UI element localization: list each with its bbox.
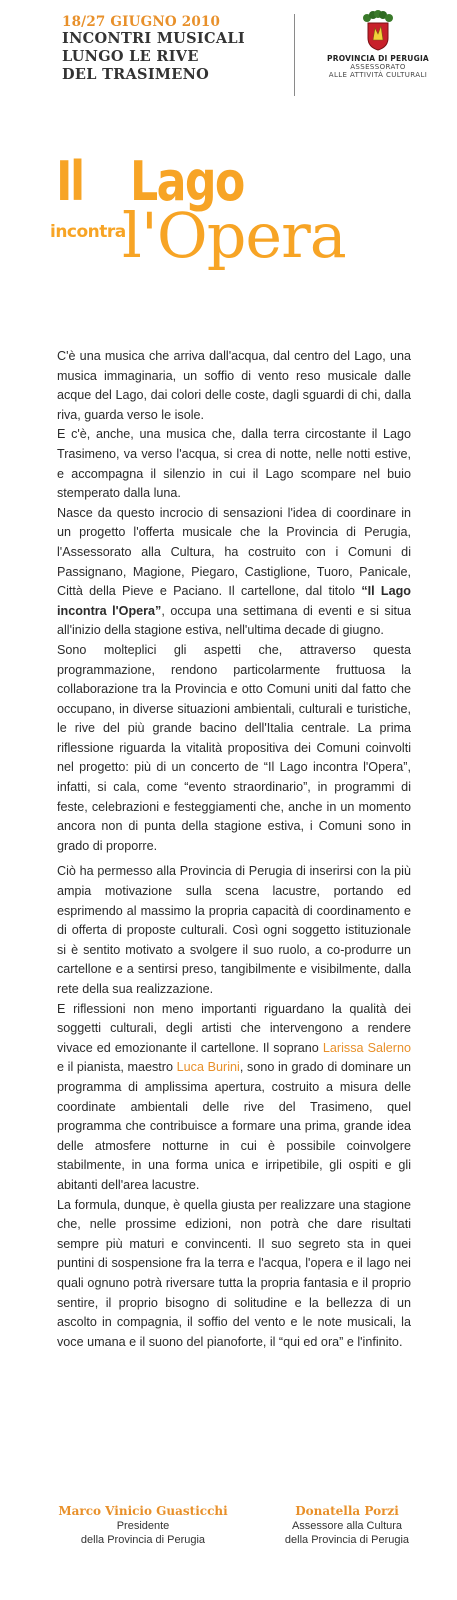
paragraph-1: C'è una musica che arriva dall'acqua, dal centro del Lago, una musica immaginaria, un soffio di vento reso musicale dalle acque del Lago, dai colori delle coste, dagli sguardi di chi, dalla riva, guarda verso le isole.: [57, 349, 411, 422]
soprano-name: Larissa Salerno: [322, 1040, 411, 1055]
header-line-2: LUNGO LE RIVE: [62, 48, 199, 65]
title-il: Il: [56, 150, 83, 213]
signature-role: Assessore alla Cultura: [291, 1520, 403, 1532]
signature-president: [48, 1503, 238, 1547]
title-opera: l'Opera: [122, 199, 346, 272]
logo-line-2: ASSESSORATO: [350, 63, 406, 71]
signature-institution: della Provincia di Perugia: [80, 1534, 206, 1546]
title-incontra: incontra: [50, 222, 126, 242]
signature-name: Donatella Porzi: [295, 1504, 399, 1518]
provincia-logo: [312, 10, 444, 79]
signature-name: Marco Vinicio Guasticchi: [58, 1504, 228, 1518]
signature-assessore: [252, 1503, 442, 1547]
signature-institution: della Provincia di Perugia: [284, 1534, 410, 1546]
paragraph-4: Sono molteplici gli aspetti che, attraverso questa programmazione, rendono particolarmente fruttuosa la collaborazione tra la Provincia e otto Comuni uniti dal fatto che occupano, in diverse situazioni ambientali, culturali e turistiche, le rive del più grande bacino dell'Italia centrale. La prima riflessione riguarda la vitalità propositiva dei Comuni coinvolti nel progetto: più di un concerto de “Il Lago incontra l'Opera”, infatti, si cala, come “evento straordinario”, in programmi di feste, celebrazioni e festeggiamenti che, anche in un momento ancora non di punta della stagione estiva, i Comuni sono in grado di proporre.: [57, 642, 411, 853]
header-divider: [294, 14, 295, 96]
paragraph-5: Ciò ha permesso alla Provincia di Perugia di inserirsi con la più ampia motivazione sulla scena lacustre, portando ed esprimendo al massimo la propria capacità di coordinamento e di offerta di proposte culturali. Così ogni soggetto istituzionale si è sentito motivato a svolgere il suo ruolo, a co-produrre un cartellone e a sentirsi preso, tangibilmente e visibilmente, dalla rete della sua realizzazione.: [57, 864, 411, 996]
festival-title-quote: “Il Lago incontra l'Opera”: [57, 584, 411, 618]
logo-line-1: PROVINCIA DI PERUGIA: [327, 54, 429, 63]
presentation-text: [57, 347, 411, 1352]
paragraph-2: E c'è, anche, una musica che, dalla terra circostante il Lago Trasimeno, va verso l'acqua, si crea di notte, nelle notti estive, e accompagna il silenzio in cui il Lago scompare nel buio stemperato dalla luna.: [57, 427, 411, 501]
paragraph-6: E riflessioni non meno importanti riguardano la qualità dei soggetti culturali, degli artisti che intervengono a rendere vivace ed emozionante il cartellone. Il soprano Larissa Salerno e il pianista, maestro Luca Burini, sono in grado di dominare un programma di amplissima apertura, costruito a misura delle coordinate ambientali delle rive del Trasimeno, quel programma che contribuisce a formare una prima, grande idea delle atmosfere notturne in cui è possibile coinvolgere stabilmente, in una forma unica e irripetibile, gli ospiti e gli abitanti dell'area lacustre.: [57, 1001, 411, 1192]
event-dates: 18/27 GIUGNO 2010: [62, 14, 221, 30]
paragraph-7: La formula, dunque, è quella giusta per realizzare una stagione che, nelle prossime edizioni, non potrà che dare risultati sempre più maturi e convincenti. Il suo segreto sta in quei puntini di sospensione fra la terra e l'acqua, l'opera e il lago nei quali ognuno potrà riversare tutta la propria fantasia e il proprio sentire, il proprio bisogno di solitudine e la bellezza di un ascolto in compagnia, il soffio del vento e le note musicali, la voce umana e il suono del pianoforte, il “qui ed ora” e l'infinito.: [57, 1197, 411, 1349]
signature-role: Presidente: [116, 1520, 170, 1532]
pianist-name: Luca Burini: [176, 1060, 240, 1075]
header-line-1: INCONTRI MUSICALI: [62, 30, 245, 47]
logo-line-3: ALLE ATTIVITÀ CULTURALI: [328, 71, 428, 79]
header-line-3: DEL TRASIMENO: [62, 66, 210, 83]
paragraph-3: Nasce da questo incrocio di sensazioni l'idea di coordinare in un progetto l'offerta musicale che la Provincia di Perugia, l'Assessorato alla Cultura, ha costruito con i Comuni di Passignano, Magione, Piegaro, Castiglione, Tuoro, Panicale, Città della Pieve e Paciano. Il cartellone, dal titolo “Il Lago incontra l'Opera”, occupa una settimana di eventi e si situa all'inizio della stagione estiva, nell'ultima decade di giugno.: [57, 505, 411, 638]
provincia-crest-icon: [361, 10, 395, 52]
event-title: [0, 150, 457, 290]
title-lago: Lago: [130, 150, 244, 213]
